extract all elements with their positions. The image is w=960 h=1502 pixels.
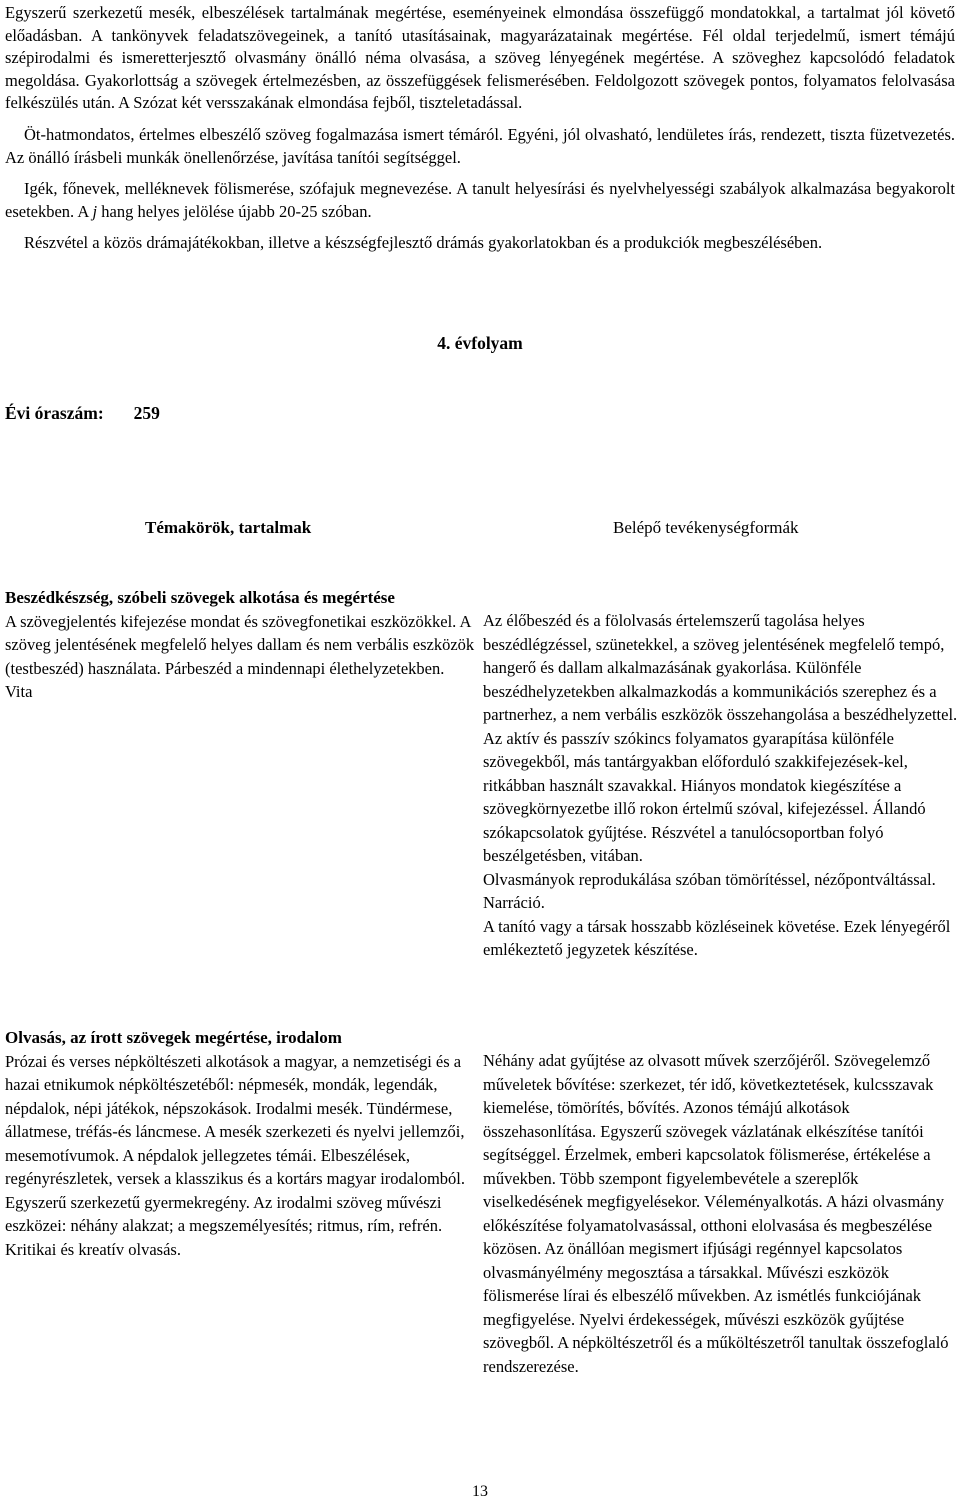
intro-paragraph-reading: Egyszerű szerkezetű mesék, elbeszélések tartalmának megértése, eseményeinek elmondása összefüggő mondatokkal, a tartalmat jól követő előadásban. A tankönyvek feladatszövegeinek, a tanító utasításainak, magyarázatainak megértése. Fél oldal terjedelmű, ismert témájú szépirodalmi és ismeretterjesztő olvasmány önálló néma olvasása, a szöveg lényegének megértése. A szöveghez kapcsolódó feladatok megoldása. Gyakorlottság a szövegek értelmezésben, az összefüggések felismerésében. Feldolgozott szövegek pontos, folyamatos felolvasása felkészülés után. A Szózat két versszakának elmondása fejből, tiszteletadással. [5,3,955,113]
section-reading-topics [5,1026,475,1261]
activity-paragraph: Néhány adat gyűjtése az olvasott művek szerzőjéről. Szövegelemző műveletek bővítése: szerkezet, tér idő, következtetések, kulcsszavak kiemelése, tömörítés, bővítés. Azonos témájú alkotások összehasonlítása. Egyszerű szövegek vázlatának elkészítése tanítói segítséggel. Érzelmek, emberi kapcsolatok fölismerése, értékelése a művekben. Több szempont figyelembevétele a szereplők viselkedésének megfigyelésekor. Véleményalkotás. A házi olvasmány előkészítése folyamatolvasással, otthoni elolvasása és megbeszélése közösen. Az önállóan megismert ifjúsági regénnyel kapcsolatos olvasmányélmény megosztása a társakkal. Művészi eszközök fölismerése lírai és elbeszélő művekben. Az ismétlés funkciójának megfigyelése. Nyelvi érdekességek, művészi eszközök gyűjtése szövegből. A népköltészetről és a műköltészetről tanultak összefoglaló rendszerezése. [483,1051,949,1376]
intro-paragraph-writing: Öt-hatmondatos, értelmes elbeszélő szöveg fogalmazása ismert témáról. Egyéni, jól olvasható, lendületes írás, rendezett, tiszta füzetvezetés. Az önálló írásbeli munkák önellenőrzése, javítása tanítói segítséggel. [5,124,955,167]
section-topics-text: Prózai és verses népköltészeti alkotások a magyar, a nemzetiségi és a hazai etnikumok népköltészetéből: népmesék, mondák, legendák, népdalok, népi játékok, népszokások. Irodalmi mesék. Tündérmese, állatmese, tréfás-és láncmese. A mesék szerkezeti és nyelvi jellemzői, mesemotívumok. A népdalok jellegzetes témái. Elbeszélések, regényrészletek, versek a klasszikus és a kortárs magyar irodalomból. Egyszerű szerkezetű gyermekregény. Az irodalmi szöveg művészi eszközei: néhány alakzat; a megszemélyesítés; ritmus, rím, refrén. Kritikai és kreatív olvasás. [5,1051,466,1259]
grammar-letter-j: j [92,201,98,221]
activity-paragraph: Olvasmányok reprodukálása szóban tömörítéssel, nézőpontváltással. Narráció. [483,869,936,912]
section-reading-activities [483,1049,960,1378]
column-heading-activities: Belépő tevékenységformák [613,518,799,537]
annual-hours-label: Évi óraszám: [5,403,104,423]
intro-paragraph-drama: Részvétel a közös drámajátékokban, illetve a készségfejlesztő drámás gyakorlatokban és a produkciók megbeszélésében. [24,233,823,253]
grade-heading: 4. évfolyam [437,333,523,353]
section-speaking-topics [5,586,475,704]
section-title-reading: Olvasás, az írott szövegek megértése, irodalom [5,1028,342,1047]
activity-paragraph: Az élőbeszéd és a fölolvasás értelemszerű tagolása helyes beszédlégzéssel, szünetekkel, a szöveg jelentésének megfelelő tempó, hangerő és dallam alkalmazásának gyakorlása. Különféle beszédhelyzetekben alkalmazkodás a kommunikációs szerephez és a partnerhez, a nem verbális eszközök összehangolása a beszédhelyzettel. Az aktív és passzív szókincs folyamatos gyarapítása különféle szövegekből, más tantárgyakban előforduló szakkifejezések-kel, ritkábban használt szavakkal. Hiányos mondatok kiegészítése a szövegkörnyezetbe illő rokon értelmű szóval, kifejezéssel. Állandó szókapcsolatok gyűjtése. Részvétel a tanulócsoportban folyó beszélgetésben, vitában. [483,611,958,865]
intro-text [5,2,955,264]
annual-hours [5,403,160,424]
column-heading-topics: Témakörök, tartalmak [145,518,312,537]
section-topics-text: A szövegjelentés kifejezése mondat és szövegfonetikai eszközökkel. A szöveg jelentésének megfelelő helyes dallam és nem verbális eszközök (testbeszéd) használata. Párbeszéd a mindennapi élethelyzetekben. Vita [5,611,475,701]
grammar-text-before: Igék, főnevek, melléknevek fölismerése, szófajuk megnevezése. A tanult helyesírási és nyelvhelyességi szabályok alkalmazása begyakorolt esetekben. A [5,179,955,221]
section-title-speaking: Beszédkészség, szóbeli szövegek alkotása és megértése [5,588,395,607]
intro-paragraph-grammar [5,178,955,223]
page-number: 13 [472,1483,488,1500]
activity-paragraph: A tanító vagy a társak hosszabb közléseinek követése. Ezek lényegéről emlékeztető jegyzetek készítése. [483,916,951,959]
annual-hours-value: 259 [133,403,160,423]
section-speaking-activities [483,609,960,962]
grammar-text-after: hang helyes jelölése újabb 20-25 szóban. [97,201,372,221]
